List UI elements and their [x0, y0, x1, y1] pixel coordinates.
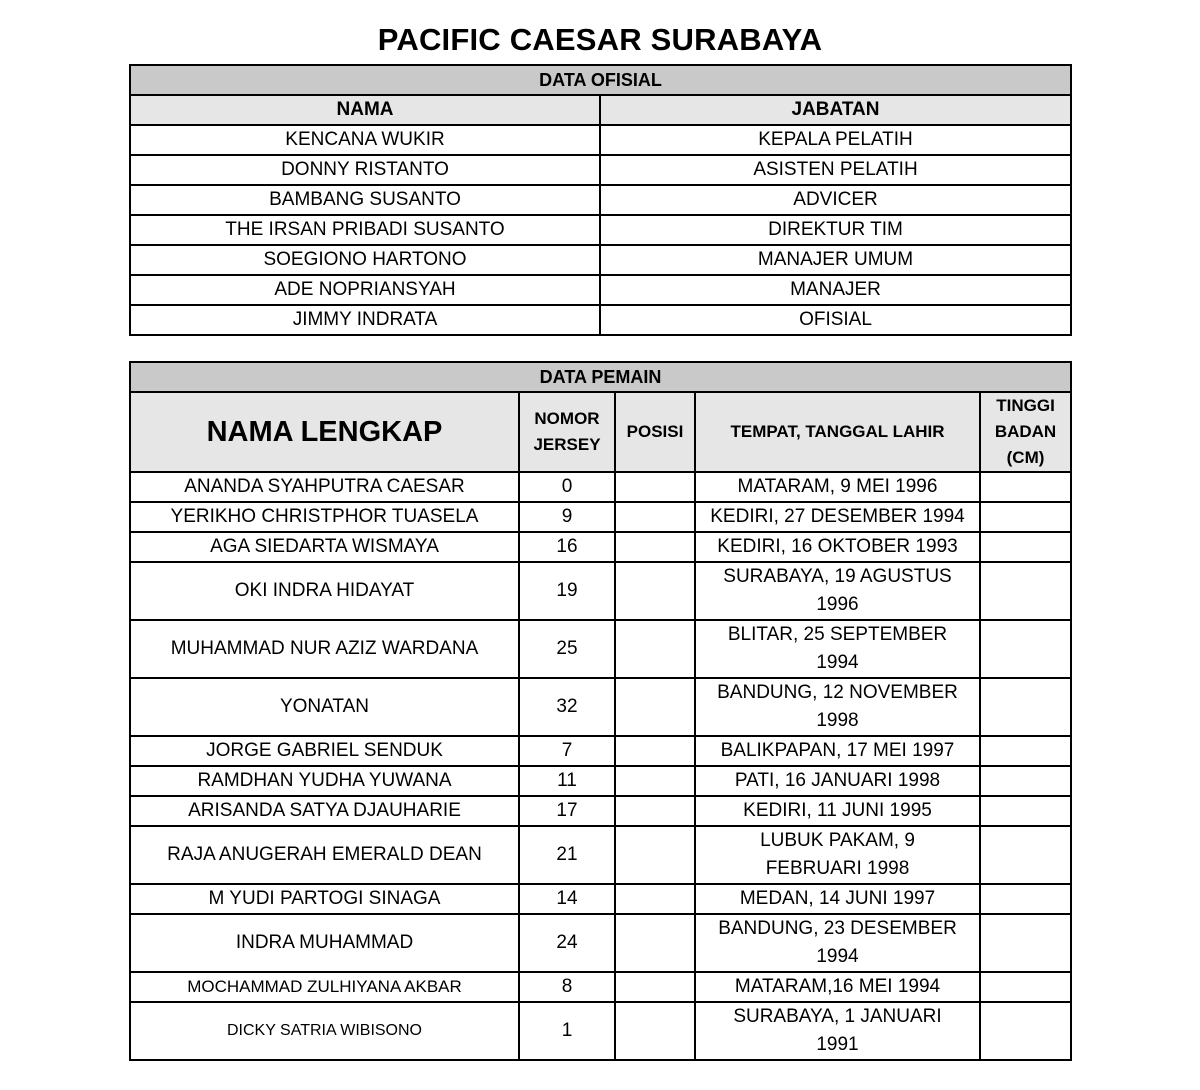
player-birth-line1: KEDIRI, 16 OKTOBER 1993 — [717, 536, 958, 557]
table-row — [130, 532, 1071, 562]
table-row — [130, 1002, 1071, 1060]
officials-section-title: DATA OFISIAL — [130, 65, 1071, 95]
players-header-nama: NAMA LENGKAP — [130, 392, 519, 472]
official-name: JIMMY INDRATA — [130, 305, 600, 335]
table-row — [130, 884, 1071, 914]
player-position — [615, 766, 695, 796]
player-jersey: 24 — [519, 914, 615, 972]
official-name: KENCANA WUKIR — [130, 125, 600, 155]
player-birth-line1: SURABAYA, 1 JANUARI — [733, 1006, 942, 1027]
player-birth-line1: SURABAYA, 19 AGUSTUS — [723, 566, 952, 587]
player-height — [980, 796, 1071, 826]
player-birth-line1: KEDIRI, 27 DESEMBER 1994 — [710, 506, 965, 527]
table-row — [130, 125, 1071, 155]
player-birth-line1: KEDIRI, 11 JUNI 1995 — [743, 800, 932, 821]
players-header-nomor — [519, 392, 615, 472]
player-birth — [695, 532, 980, 562]
player-birth — [695, 502, 980, 532]
player-jersey: 32 — [519, 678, 615, 736]
player-birth — [695, 678, 980, 736]
table-row — [130, 562, 1071, 620]
player-birth — [695, 884, 980, 914]
player-name: ARISANDA SATYA DJAUHARIE — [130, 796, 519, 826]
players-header-tinggi-line1: TINGGI — [996, 396, 1055, 415]
player-birth-line2: 1998 — [816, 710, 859, 731]
player-name: MUHAMMAD NUR AZIZ WARDANA — [130, 620, 519, 678]
page-title: PACIFIC CAESAR SURABAYA — [377, 22, 823, 57]
player-height — [980, 678, 1071, 736]
player-position — [615, 972, 695, 1002]
players-header-tinggi-line3: (CM) — [1006, 448, 1045, 467]
players-header-ttl: TEMPAT, TANGGAL LAHIR — [695, 392, 980, 472]
players-header-nomor-line1: NOMOR — [534, 409, 600, 428]
official-role: KEPALA PELATIH — [600, 125, 1071, 155]
official-role: ADVICER — [600, 185, 1071, 215]
player-birth — [695, 914, 980, 972]
table-row — [130, 185, 1071, 215]
player-birth-line1: BANDUNG, 12 NOVEMBER — [717, 682, 958, 703]
player-height — [980, 472, 1071, 502]
player-height — [980, 562, 1071, 620]
player-jersey: 19 — [519, 562, 615, 620]
player-birth — [695, 972, 980, 1002]
players-header-nomor-line2: JERSEY — [533, 435, 601, 454]
player-birth-line1: BALIKPAPAN, 17 MEI 1997 — [720, 740, 955, 761]
player-jersey: 0 — [519, 472, 615, 502]
table-row — [130, 914, 1071, 972]
player-birth — [695, 472, 980, 502]
official-role: ASISTEN PELATIH — [600, 155, 1071, 185]
player-birth — [695, 1002, 980, 1060]
table-row — [130, 275, 1071, 305]
table-row — [130, 215, 1071, 245]
player-position — [615, 502, 695, 532]
official-role: MANAJER UMUM — [600, 245, 1071, 275]
player-jersey: 25 — [519, 620, 615, 678]
player-birth-line2: FEBRUARI 1998 — [765, 858, 910, 879]
player-height — [980, 736, 1071, 766]
player-birth-line1: PATI, 16 JANUARI 1998 — [734, 770, 941, 791]
table-row — [130, 155, 1071, 185]
official-role: MANAJER — [600, 275, 1071, 305]
player-birth-line1: BANDUNG, 23 DESEMBER — [718, 918, 957, 939]
player-birth-line2: 1991 — [816, 1034, 859, 1055]
player-position — [615, 532, 695, 562]
table-row — [130, 305, 1071, 335]
player-name: AGA SIEDARTA WISMAYA — [130, 532, 519, 562]
player-jersey: 7 — [519, 736, 615, 766]
table-row — [130, 766, 1071, 796]
player-name: ANANDA SYAHPUTRA CAESAR — [130, 472, 519, 502]
players-table — [129, 361, 1072, 1061]
player-jersey: 17 — [519, 796, 615, 826]
player-position — [615, 914, 695, 972]
player-birth — [695, 826, 980, 884]
player-birth-line1: BLITAR, 25 SEPTEMBER — [727, 624, 948, 645]
player-birth-line2: 1994 — [816, 652, 859, 673]
official-name: BAMBANG SUSANTO — [130, 185, 600, 215]
player-birth-line2: 1994 — [816, 946, 859, 967]
player-name: RAJA ANUGERAH EMERALD DEAN — [130, 826, 519, 884]
player-jersey: 1 — [519, 1002, 615, 1060]
officials-table — [129, 64, 1072, 336]
player-jersey: 14 — [519, 884, 615, 914]
player-position — [615, 562, 695, 620]
player-position — [615, 884, 695, 914]
official-role: OFISIAL — [600, 305, 1071, 335]
player-position — [615, 1002, 695, 1060]
official-role: DIREKTUR TIM — [600, 215, 1071, 245]
players-section-title: DATA PEMAIN — [130, 362, 1071, 392]
player-birth — [695, 736, 980, 766]
table-row — [130, 678, 1071, 736]
official-name: ADE NOPRIANSYAH — [130, 275, 600, 305]
players-header-tinggi — [980, 392, 1071, 472]
player-birth — [695, 766, 980, 796]
player-birth — [695, 796, 980, 826]
players-header-posisi: POSISI — [615, 392, 695, 472]
player-height — [980, 884, 1071, 914]
table-row — [130, 620, 1071, 678]
player-jersey: 16 — [519, 532, 615, 562]
player-name: DICKY SATRIA WIBISONO — [130, 1002, 519, 1060]
player-height — [980, 1002, 1071, 1060]
player-name: RAMDHAN YUDHA YUWANA — [130, 766, 519, 796]
table-row — [130, 472, 1071, 502]
player-name: M YUDI PARTOGI SINAGA — [130, 884, 519, 914]
player-birth-line1: MATARAM,16 MEI 1994 — [734, 976, 941, 997]
player-name: YONATAN — [130, 678, 519, 736]
table-row — [130, 736, 1071, 766]
table-row — [130, 972, 1071, 1002]
player-jersey: 11 — [519, 766, 615, 796]
player-jersey: 21 — [519, 826, 615, 884]
player-position — [615, 472, 695, 502]
officials-header-jabatan: JABATAN — [600, 95, 1071, 125]
player-name: INDRA MUHAMMAD — [130, 914, 519, 972]
player-birth-line1: MEDAN, 14 JUNI 1997 — [739, 888, 936, 909]
table-row — [130, 245, 1071, 275]
player-height — [980, 532, 1071, 562]
table-row — [130, 502, 1071, 532]
player-birth — [695, 620, 980, 678]
player-position — [615, 678, 695, 736]
player-height — [980, 620, 1071, 678]
player-birth-line1: LUBUK PAKAM, 9 — [760, 830, 915, 851]
player-position — [615, 796, 695, 826]
player-birth — [695, 562, 980, 620]
official-name: DONNY RISTANTO — [130, 155, 600, 185]
officials-header-nama: NAMA — [130, 95, 600, 125]
player-name: JORGE GABRIEL SENDUK — [130, 736, 519, 766]
player-name: OKI INDRA HIDAYAT — [130, 562, 519, 620]
table-row — [130, 826, 1071, 884]
player-jersey: 8 — [519, 972, 615, 1002]
table-row — [130, 796, 1071, 826]
player-birth-line2: 1996 — [816, 594, 859, 615]
official-name: THE IRSAN PRIBADI SUSANTO — [130, 215, 600, 245]
official-name: SOEGIONO HARTONO — [130, 245, 600, 275]
player-height — [980, 972, 1071, 1002]
player-height — [980, 826, 1071, 884]
player-height — [980, 502, 1071, 532]
player-height — [980, 914, 1071, 972]
player-name: YERIKHO CHRISTPHOR TUASELA — [130, 502, 519, 532]
player-position — [615, 826, 695, 884]
player-birth-line1: MATARAM, 9 MEI 1996 — [737, 476, 938, 497]
players-header-tinggi-line2: BADAN — [994, 422, 1057, 441]
player-position — [615, 620, 695, 678]
player-position — [615, 736, 695, 766]
player-name: MOCHAMMAD ZULHIYANA AKBAR — [130, 972, 519, 1002]
player-height — [980, 766, 1071, 796]
player-jersey: 9 — [519, 502, 615, 532]
